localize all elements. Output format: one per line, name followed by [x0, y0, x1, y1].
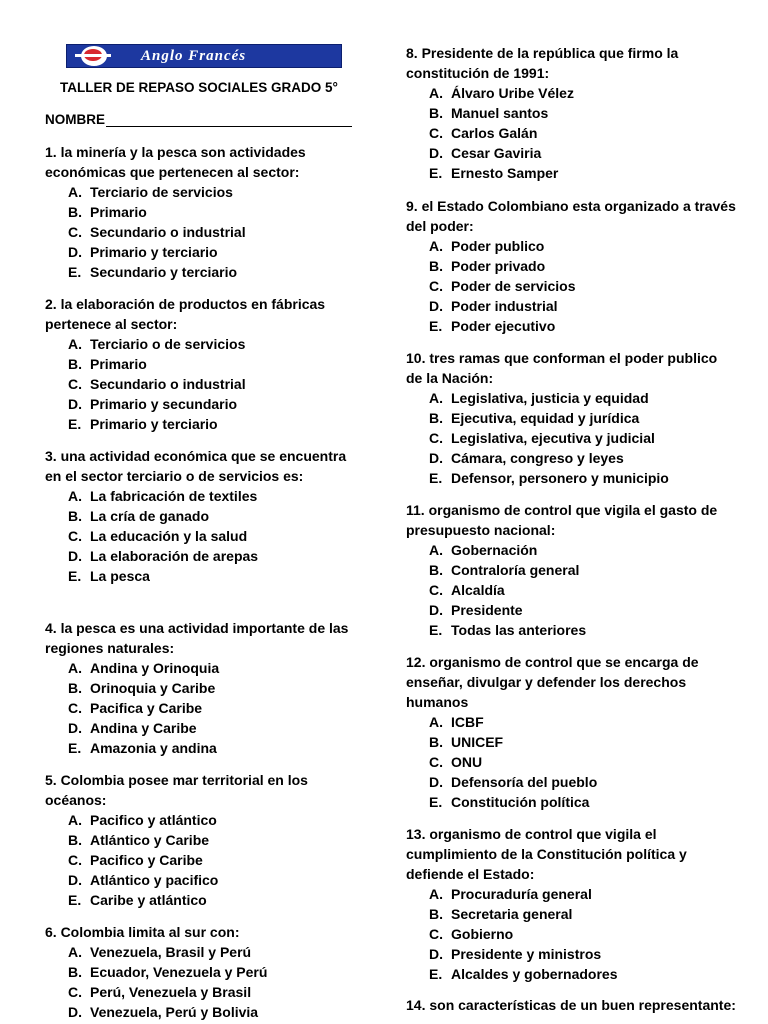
option-letter: A. — [429, 714, 443, 730]
question-stem: 4. la pesca es una actividad importante de las regiones naturales: — [45, 620, 349, 656]
option-text: Secundario o industrial — [90, 376, 246, 392]
option-text: Secretaria general — [451, 906, 573, 922]
option-letter: E. — [68, 892, 82, 908]
question-3 — [45, 446, 365, 586]
answer-option — [68, 810, 365, 830]
answer-option — [429, 580, 736, 600]
answer-option — [429, 540, 736, 560]
option-text: Defensor, personero y municipio — [451, 470, 669, 486]
option-text: Terciario de servicios — [90, 184, 233, 200]
answer-option — [68, 546, 365, 566]
option-letter: B. — [429, 105, 443, 121]
option-text: Gobierno — [451, 926, 514, 942]
answer-option — [68, 1002, 365, 1022]
answer-options — [406, 540, 736, 640]
option-letter: E. — [68, 264, 82, 280]
option-letter: E. — [68, 416, 82, 432]
option-letter: D. — [429, 450, 443, 466]
answer-options — [45, 334, 365, 434]
answer-option — [429, 236, 736, 256]
option-text: Amazonia y andina — [90, 740, 217, 756]
answer-option — [429, 163, 736, 183]
option-letter: A. — [429, 85, 443, 101]
question-stem: 1. la minería y la pesca son actividades económicas que pertenecen al sector: — [45, 144, 306, 180]
option-letter: C. — [429, 582, 443, 598]
question-stem: 14. son características de un buen representante: — [406, 997, 736, 1013]
option-text: La cría de ganado — [90, 508, 210, 524]
option-text: UNICEF — [451, 734, 504, 750]
answer-option — [68, 678, 365, 698]
option-text: Carlos Galán — [451, 125, 538, 141]
option-letter: B. — [429, 906, 443, 922]
answer-options — [406, 83, 736, 183]
answer-option — [68, 566, 365, 586]
option-text: Poder privado — [451, 258, 546, 274]
option-text: ICBF — [451, 714, 484, 730]
question-4 — [45, 618, 365, 758]
answer-option — [429, 732, 736, 752]
answer-option — [429, 388, 736, 408]
answer-option — [68, 394, 365, 414]
option-text: Secundario y terciario — [90, 264, 238, 280]
answer-option — [429, 924, 726, 944]
answer-option — [68, 962, 365, 982]
option-letter: D. — [68, 244, 82, 260]
answer-option — [429, 143, 736, 163]
answer-option — [429, 316, 736, 336]
option-letter: C. — [429, 754, 443, 770]
option-letter: B. — [429, 410, 443, 426]
question-stem: 2. la elaboración de productos en fábricas pertenece al sector: — [45, 296, 326, 332]
option-text: Orinoquia y Caribe — [90, 680, 216, 696]
option-letter: D. — [429, 298, 443, 314]
answer-options — [45, 810, 365, 910]
option-letter: E. — [429, 966, 443, 982]
question-10 — [406, 348, 736, 488]
answer-option — [429, 123, 736, 143]
option-letter: C. — [429, 278, 443, 294]
answer-options — [406, 712, 736, 812]
option-text: Procuraduría general — [451, 886, 592, 902]
option-letter: C. — [429, 430, 443, 446]
option-text: Terciario o de servicios — [90, 336, 246, 352]
option-letter: B. — [68, 204, 82, 220]
answer-option — [68, 354, 365, 374]
option-letter: D. — [68, 720, 82, 736]
answer-options — [45, 182, 365, 282]
option-text: Contraloría general — [451, 562, 580, 578]
answer-option — [429, 904, 726, 924]
option-letter: E. — [429, 794, 443, 810]
answer-options — [406, 236, 736, 336]
option-text: Caribe y atlántico — [90, 892, 207, 908]
option-text: Legislativa, justicia y equidad — [451, 390, 649, 406]
answer-option — [68, 942, 365, 962]
option-text: Alcaldes y gobernadores — [451, 966, 618, 982]
answer-option — [429, 560, 736, 580]
option-text: Poder industrial — [451, 298, 558, 314]
question-1 — [45, 142, 365, 282]
option-letter: D. — [68, 548, 82, 564]
answer-option — [429, 468, 736, 488]
option-text: Secundario o industrial — [90, 224, 246, 240]
option-text: Primario — [90, 356, 147, 372]
option-text: Álvaro Uribe Vélez — [451, 85, 574, 101]
option-letter: A. — [68, 660, 82, 676]
option-text: Primario y terciario — [90, 244, 218, 260]
answer-option — [68, 830, 365, 850]
option-letter: A. — [68, 488, 82, 504]
option-text: Ecuador, Venezuela y Perú — [90, 964, 268, 980]
school-logo — [66, 44, 342, 68]
answer-option — [68, 182, 365, 202]
question-stem: 12. organismo de control que se encarga de enseñar, divulgar y defender los derechos humanos — [406, 654, 699, 710]
question-stem: 10. tres ramas que conforman el poder publico de la Nación: — [406, 350, 718, 386]
option-text: Constitución política — [451, 794, 590, 810]
option-letter: E. — [429, 318, 443, 334]
answer-option — [68, 850, 365, 870]
answer-option — [429, 964, 726, 984]
option-text: Ejecutiva, equidad y jurídica — [451, 410, 640, 426]
question-stem: 5. Colombia posee mar territorial en los océanos: — [45, 772, 308, 808]
option-letter: A. — [68, 944, 82, 960]
option-letter: E. — [429, 470, 443, 486]
question-stem: 3. una actividad económica que se encuentra en el sector terciario o de servicios es: — [45, 448, 347, 484]
question-14 — [406, 995, 746, 1015]
option-letter: B. — [68, 508, 82, 524]
answer-options — [45, 486, 365, 586]
answer-option — [68, 890, 365, 910]
name-field — [45, 111, 352, 127]
answer-option — [429, 296, 736, 316]
answer-option — [68, 262, 365, 282]
option-letter: B. — [429, 562, 443, 578]
name-label: NOMBRE — [45, 112, 105, 127]
answer-option — [68, 658, 365, 678]
option-letter: B. — [68, 964, 82, 980]
option-text: Venezuela, Perú y Bolivia — [90, 1004, 259, 1020]
option-letter: B. — [429, 258, 443, 274]
option-letter: E. — [429, 165, 443, 181]
question-13 — [406, 824, 726, 984]
option-text: Primario — [90, 204, 147, 220]
option-text: Primario y secundario — [90, 396, 238, 412]
answer-options — [406, 884, 726, 984]
option-text: Atlántico y pacifico — [90, 872, 219, 888]
option-text: Todas las anteriores — [451, 622, 587, 638]
question-stem: 8. Presidente de la república que firmo la constitución de 1991: — [406, 45, 679, 81]
answer-option — [68, 698, 365, 718]
option-text: Defensoría del pueblo — [451, 774, 598, 790]
answer-option — [429, 408, 736, 428]
option-text: Ernesto Samper — [451, 165, 559, 181]
answer-option — [68, 222, 365, 242]
option-text: Manuel santos — [451, 105, 549, 121]
option-text: Perú, Venezuela y Brasil — [90, 984, 252, 1000]
page-title: TALLER DE REPASO SOCIALES GRADO 5° — [60, 80, 338, 95]
option-letter: D. — [429, 774, 443, 790]
answer-options — [45, 942, 365, 1022]
option-text: La fabricación de textiles — [90, 488, 258, 504]
option-letter: C. — [68, 700, 82, 716]
answer-option — [68, 982, 365, 1002]
question-stem: 9. el Estado Colombiano esta organizado a través del poder: — [406, 198, 736, 234]
answer-option — [68, 526, 365, 546]
option-text: La educación y la salud — [90, 528, 248, 544]
logo-text: Anglo Francés — [141, 47, 247, 64]
option-letter: A. — [429, 886, 443, 902]
option-letter: A. — [68, 336, 82, 352]
option-text: Gobernación — [451, 542, 538, 558]
option-letter: D. — [68, 872, 82, 888]
question-stem: 6. Colombia limita al sur con: — [45, 924, 240, 940]
option-text: Poder ejecutivo — [451, 318, 556, 334]
option-text: Atlántico y Caribe — [90, 832, 210, 848]
answer-options — [45, 658, 365, 758]
option-letter: C. — [68, 852, 82, 868]
option-text: Cámara, congreso y leyes — [451, 450, 624, 466]
answer-option — [68, 242, 365, 262]
option-letter: A. — [429, 238, 443, 254]
answer-option — [429, 428, 736, 448]
answer-option — [68, 202, 365, 222]
option-text: La pesca — [90, 568, 150, 584]
answer-option — [429, 83, 736, 103]
answer-option — [429, 103, 736, 123]
option-letter: A. — [429, 390, 443, 406]
answer-option — [68, 334, 365, 354]
answer-option — [429, 752, 736, 772]
option-letter: D. — [429, 946, 443, 962]
option-letter: D. — [429, 145, 443, 161]
question-8 — [406, 43, 736, 183]
answer-option — [429, 792, 736, 812]
option-letter: C. — [429, 926, 443, 942]
option-letter: A. — [68, 812, 82, 828]
answer-option — [429, 276, 736, 296]
answer-option — [429, 620, 736, 640]
option-letter: E. — [429, 622, 443, 638]
answer-option — [68, 870, 365, 890]
option-text: Pacifico y atlántico — [90, 812, 217, 828]
option-text: Pacifica y Caribe — [90, 700, 203, 716]
question-12 — [406, 652, 736, 812]
question-6 — [45, 922, 365, 1022]
name-blank-line — [106, 111, 352, 127]
answer-option — [68, 414, 365, 434]
option-text: Poder de servicios — [451, 278, 576, 294]
answer-options — [406, 388, 736, 488]
option-text: Pacifico y Caribe — [90, 852, 203, 868]
option-text: Legislativa, ejecutiva y judicial — [451, 430, 655, 446]
answer-option — [68, 738, 365, 758]
option-text: Poder publico — [451, 238, 545, 254]
option-letter: C. — [429, 125, 443, 141]
option-letter: B. — [68, 680, 82, 696]
answer-option — [68, 374, 365, 394]
answer-option — [68, 718, 365, 738]
option-letter: A. — [68, 184, 82, 200]
answer-option — [429, 712, 736, 732]
option-text: Primario y terciario — [90, 416, 218, 432]
option-text: Presidente — [451, 602, 523, 618]
answer-option — [429, 256, 736, 276]
option-text: Andina y Orinoquia — [90, 660, 220, 676]
option-letter: B. — [68, 356, 82, 372]
answer-option — [68, 486, 365, 506]
option-letter: D. — [68, 396, 82, 412]
question-5 — [45, 770, 365, 910]
option-text: Alcaldía — [451, 582, 505, 598]
answer-option — [429, 448, 736, 468]
school-emblem-icon — [67, 44, 119, 68]
option-text: Presidente y ministros — [451, 946, 602, 962]
option-letter: E. — [68, 740, 82, 756]
option-text: La elaboración de arepas — [90, 548, 259, 564]
option-letter: D. — [429, 602, 443, 618]
question-9 — [406, 196, 736, 336]
option-text: ONU — [451, 754, 483, 770]
question-stem: 11. organismo de control que vigila el gasto de presupuesto nacional: — [406, 502, 718, 538]
option-text: Cesar Gaviria — [451, 145, 542, 161]
question-11 — [406, 500, 736, 640]
option-letter: B. — [429, 734, 443, 750]
answer-option — [429, 944, 726, 964]
option-letter: A. — [429, 542, 443, 558]
option-letter: D. — [68, 1004, 82, 1020]
option-letter: C. — [68, 528, 82, 544]
option-letter: E. — [68, 568, 82, 584]
option-text: Venezuela, Brasil y Perú — [90, 944, 252, 960]
answer-option — [429, 772, 736, 792]
option-letter: C. — [68, 224, 82, 240]
option-letter: B. — [68, 832, 82, 848]
question-stem: 13. organismo de control que vigila el cumplimiento de la Constitución política y defiende el Estado: — [406, 826, 687, 882]
option-text: Andina y Caribe — [90, 720, 197, 736]
answer-option — [429, 884, 726, 904]
option-letter: C. — [68, 984, 82, 1000]
option-letter: C. — [68, 376, 82, 392]
answer-option — [429, 600, 736, 620]
question-2 — [45, 294, 365, 434]
answer-option — [68, 506, 365, 526]
